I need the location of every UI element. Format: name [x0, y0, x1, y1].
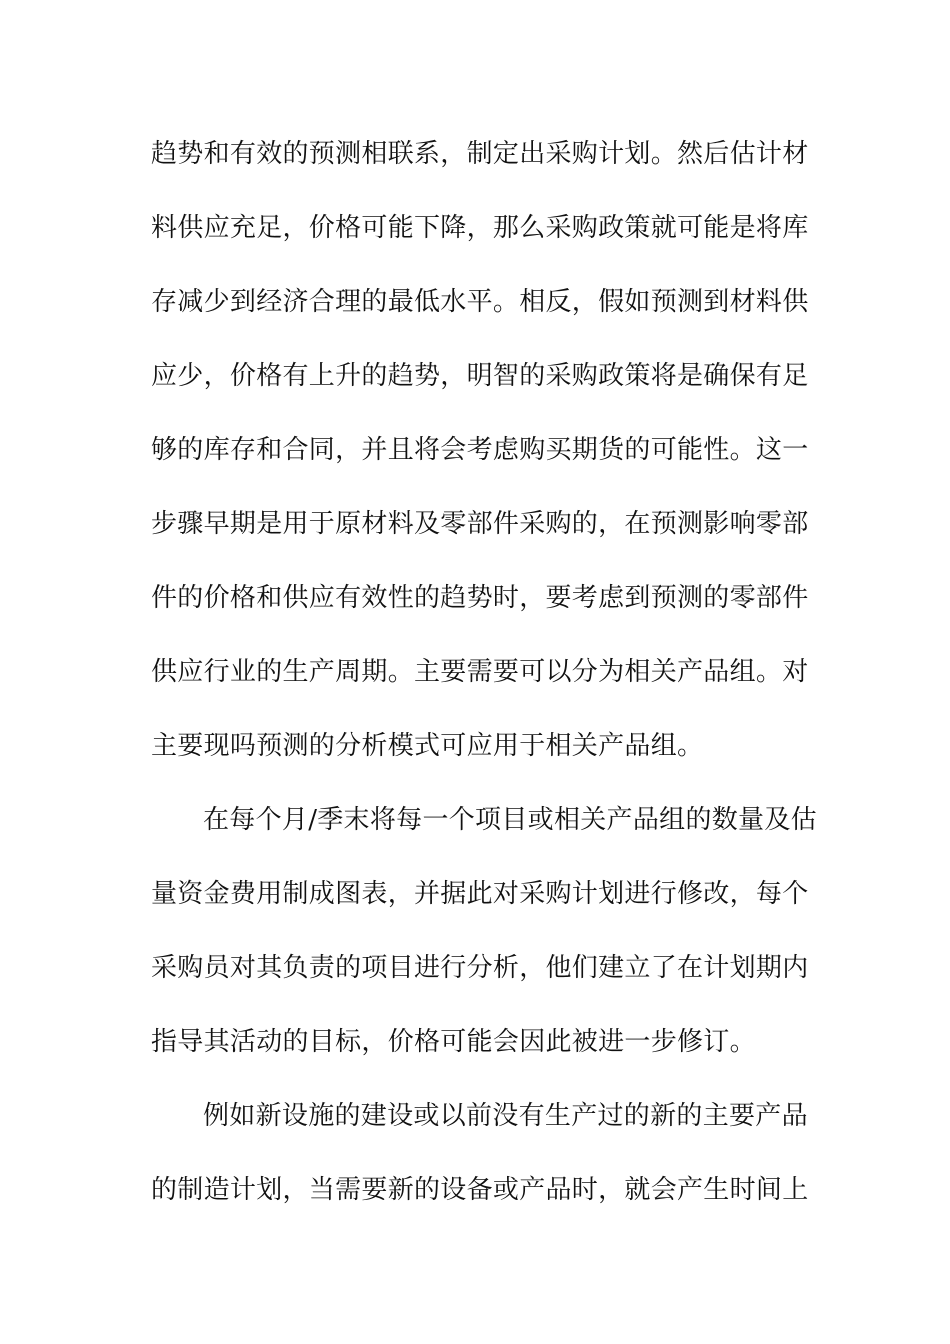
text-line: 在每个月/季末将每一个项目或相关产品组的数量及估 — [203, 805, 817, 835]
paragraph-3 — [151, 1093, 809, 1241]
text-line: 例如新设施的建设或以前没有生产过的新的主要产品 — [203, 1101, 808, 1131]
text-line: 供应行业的生产周期。主要需要可以分为相关产品组。对 — [151, 657, 809, 687]
paragraph-1 — [151, 131, 809, 797]
paragraph-2 — [151, 797, 817, 1093]
text-line: 的制造计划，当需要新的设备或产品时，就会产生时间上 — [151, 1175, 809, 1205]
text-line: 趋势和有效的预测相联系，制定出采购计划。然后估计材 — [151, 139, 809, 169]
text-line: 步骤早期是用于原材料及零部件采购的，在预测影响零部 — [151, 509, 809, 539]
text-line: 采购员对其负责的项目进行分析，他们建立了在计划期内 — [151, 953, 809, 983]
text-line: 量资金费用制成图表，并据此对采购计划进行修改，每个 — [151, 879, 809, 909]
text-line: 件的价格和供应有效性的趋势时，要考虑到预测的零部件 — [151, 583, 809, 613]
text-line: 料供应充足，价格可能下降，那么采购政策就可能是将库 — [151, 213, 809, 243]
text-line: 存减少到经济合理的最低水平。相反，假如预测到材料供 — [151, 287, 809, 317]
text-line: 指导其活动的目标，价格可能会因此被进一步修订。 — [151, 1027, 756, 1057]
document-body — [151, 131, 817, 1241]
text-line: 应少，价格有上升的趋势，明智的采购政策将是确保有足 — [151, 361, 809, 391]
text-line: 主要现吗预测的分析模式可应用于相关产品组。 — [151, 731, 704, 761]
text-line: 够的库存和合同，并且将会考虑购买期货的可能性。这一 — [151, 435, 809, 465]
